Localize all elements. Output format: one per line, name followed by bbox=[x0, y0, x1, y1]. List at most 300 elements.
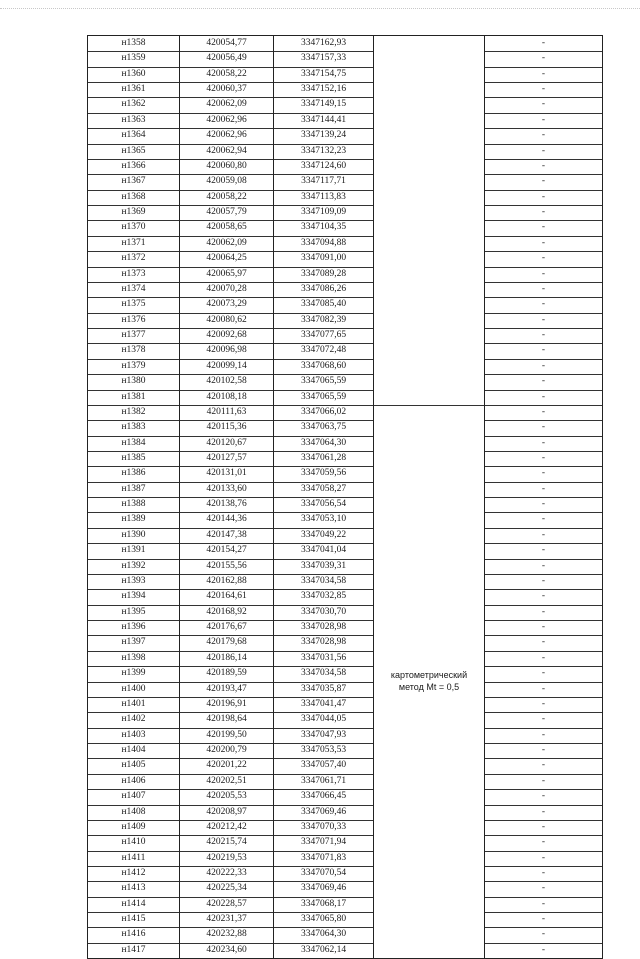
row-divider bbox=[88, 543, 374, 544]
table-row bbox=[88, 712, 602, 727]
row-divider bbox=[485, 758, 602, 759]
dash-cell: - bbox=[541, 653, 546, 663]
column-divider bbox=[484, 36, 485, 958]
point-number-cell: н1399 bbox=[121, 668, 146, 678]
row-divider bbox=[88, 343, 374, 344]
y-coordinate-cell: 3347071,83 bbox=[300, 853, 347, 863]
table-row bbox=[88, 635, 602, 650]
y-coordinate-cell: 3347124,60 bbox=[300, 161, 347, 171]
row-divider bbox=[88, 666, 374, 667]
x-coordinate-cell: 420062,96 bbox=[206, 130, 247, 140]
x-coordinate-cell: 420176,67 bbox=[206, 622, 247, 632]
row-divider bbox=[88, 190, 374, 191]
point-number-cell: н1406 bbox=[121, 776, 146, 786]
point-number-cell: н1408 bbox=[121, 807, 146, 817]
table-row bbox=[88, 82, 602, 97]
point-number-cell: н1361 bbox=[121, 84, 146, 94]
point-number-cell: н1396 bbox=[121, 622, 146, 632]
y-coordinate-cell: 3347077,65 bbox=[300, 330, 347, 340]
row-divider bbox=[88, 328, 374, 329]
dash-cell: - bbox=[541, 115, 546, 125]
y-coordinate-cell: 3347069,46 bbox=[300, 883, 347, 893]
row-divider bbox=[88, 943, 374, 944]
dash-cell: - bbox=[541, 545, 546, 555]
point-number-cell: н1388 bbox=[121, 499, 146, 509]
table-row bbox=[88, 67, 602, 82]
scan-edge-line bbox=[0, 8, 640, 9]
row-divider bbox=[88, 205, 374, 206]
x-coordinate-cell: 420058,22 bbox=[206, 69, 247, 79]
dash-cell: - bbox=[541, 176, 546, 186]
dash-cell: - bbox=[541, 837, 546, 847]
row-divider bbox=[88, 374, 374, 375]
row-divider bbox=[485, 82, 602, 83]
table-row bbox=[88, 374, 602, 389]
dash-cell: - bbox=[541, 453, 546, 463]
point-number-cell: н1402 bbox=[121, 714, 146, 724]
row-divider bbox=[485, 697, 602, 698]
x-coordinate-cell: 420179,68 bbox=[206, 637, 247, 647]
dash-cell: - bbox=[541, 791, 546, 801]
row-divider bbox=[485, 820, 602, 821]
row-divider bbox=[485, 390, 602, 391]
point-number-cell: н1411 bbox=[121, 853, 146, 863]
row-divider bbox=[88, 67, 374, 68]
point-number-cell: н1392 bbox=[121, 561, 146, 571]
row-divider bbox=[485, 635, 602, 636]
row-divider bbox=[88, 144, 374, 145]
table-row bbox=[88, 743, 602, 758]
dash-cell: - bbox=[541, 699, 546, 709]
y-coordinate-cell: 3347094,88 bbox=[300, 238, 347, 248]
y-coordinate-cell: 3347149,15 bbox=[300, 99, 347, 109]
y-coordinate-cell: 3347065,59 bbox=[300, 392, 347, 402]
table-row bbox=[88, 313, 602, 328]
table-row bbox=[88, 682, 602, 697]
y-coordinate-cell: 3347162,93 bbox=[300, 38, 347, 48]
row-divider bbox=[88, 574, 374, 575]
y-coordinate-cell: 3347031,56 bbox=[300, 653, 347, 663]
table-row bbox=[88, 436, 602, 451]
point-number-cell: н1404 bbox=[121, 745, 146, 755]
y-coordinate-cell: 3347085,40 bbox=[300, 299, 347, 309]
row-divider bbox=[485, 881, 602, 882]
point-number-cell: н1415 bbox=[121, 914, 146, 924]
point-number-cell: н1391 bbox=[121, 545, 146, 555]
y-coordinate-cell: 3347089,28 bbox=[300, 269, 347, 279]
x-coordinate-cell: 420062,94 bbox=[206, 146, 247, 156]
y-coordinate-cell: 3347068,17 bbox=[300, 899, 347, 909]
row-divider bbox=[88, 912, 374, 913]
y-coordinate-cell: 3347035,87 bbox=[300, 684, 347, 694]
row-divider bbox=[485, 605, 602, 606]
point-number-cell: н1375 bbox=[121, 299, 146, 309]
x-coordinate-cell: 420131,01 bbox=[206, 468, 247, 478]
point-number-cell: н1359 bbox=[121, 53, 146, 63]
x-coordinate-cell: 420062,96 bbox=[206, 115, 247, 125]
y-coordinate-cell: 3347061,71 bbox=[300, 776, 347, 786]
table-row bbox=[88, 297, 602, 312]
dash-cell: - bbox=[541, 622, 546, 632]
row-divider bbox=[88, 405, 602, 406]
dash-cell: - bbox=[541, 484, 546, 494]
point-number-cell: н1368 bbox=[121, 192, 146, 202]
y-coordinate-cell: 3347072,48 bbox=[300, 345, 347, 355]
x-coordinate-cell: 420205,53 bbox=[206, 791, 247, 801]
dash-cell: - bbox=[541, 53, 546, 63]
dash-cell: - bbox=[541, 253, 546, 263]
point-number-cell: н1382 bbox=[121, 407, 146, 417]
dash-cell: - bbox=[541, 530, 546, 540]
dash-cell: - bbox=[541, 422, 546, 432]
point-number-cell: н1416 bbox=[121, 929, 146, 939]
table-row bbox=[88, 174, 602, 189]
point-number-cell: н1380 bbox=[121, 376, 146, 386]
column-divider bbox=[373, 36, 374, 958]
point-number-cell: н1384 bbox=[121, 438, 146, 448]
dash-cell: - bbox=[541, 69, 546, 79]
dash-cell: - bbox=[541, 868, 546, 878]
x-coordinate-cell: 420080,62 bbox=[206, 315, 247, 325]
row-divider bbox=[88, 297, 374, 298]
point-number-cell: н1394 bbox=[121, 591, 146, 601]
row-divider bbox=[88, 282, 374, 283]
y-coordinate-cell: 3347044,05 bbox=[300, 714, 347, 724]
row-divider bbox=[485, 205, 602, 206]
point-number-cell: н1383 bbox=[121, 422, 146, 432]
table-row bbox=[88, 543, 602, 558]
y-coordinate-cell: 3347113,83 bbox=[301, 192, 346, 202]
row-divider bbox=[88, 866, 374, 867]
x-coordinate-cell: 420060,80 bbox=[206, 161, 247, 171]
row-divider bbox=[88, 774, 374, 775]
row-divider bbox=[88, 359, 374, 360]
row-divider bbox=[485, 282, 602, 283]
dash-cell: - bbox=[541, 499, 546, 509]
row-divider bbox=[88, 635, 374, 636]
table-row bbox=[88, 820, 602, 835]
x-coordinate-cell: 420219,53 bbox=[206, 853, 247, 863]
point-number-cell: н1400 bbox=[121, 684, 146, 694]
row-divider bbox=[88, 174, 374, 175]
point-number-cell: н1362 bbox=[121, 99, 146, 109]
dash-cell: - bbox=[541, 714, 546, 724]
y-coordinate-cell: 3347062,14 bbox=[300, 945, 347, 955]
point-number-cell: н1376 bbox=[121, 315, 146, 325]
dash-cell: - bbox=[541, 899, 546, 909]
x-coordinate-cell: 420062,09 bbox=[206, 238, 247, 248]
row-divider bbox=[485, 712, 602, 713]
row-divider bbox=[485, 420, 602, 421]
x-coordinate-cell: 420202,51 bbox=[206, 776, 247, 786]
dash-cell: - bbox=[541, 607, 546, 617]
x-coordinate-cell: 420064,25 bbox=[206, 253, 247, 263]
row-divider bbox=[485, 912, 602, 913]
x-coordinate-cell: 420073,29 bbox=[206, 299, 247, 309]
table-row bbox=[88, 328, 602, 343]
row-divider bbox=[88, 805, 374, 806]
table-row bbox=[88, 128, 602, 143]
point-number-cell: н1401 bbox=[121, 699, 146, 709]
y-coordinate-cell: 3347117,71 bbox=[301, 176, 346, 186]
row-divider bbox=[485, 682, 602, 683]
y-coordinate-cell: 3347066,45 bbox=[300, 791, 347, 801]
y-coordinate-cell: 3347086,26 bbox=[300, 284, 347, 294]
point-number-cell: н1387 bbox=[121, 484, 146, 494]
x-coordinate-cell: 420199,50 bbox=[206, 730, 247, 740]
x-coordinate-cell: 420234,60 bbox=[206, 945, 247, 955]
dash-cell: - bbox=[541, 192, 546, 202]
table-row bbox=[88, 420, 602, 435]
dash-cell: - bbox=[541, 468, 546, 478]
row-divider bbox=[88, 820, 374, 821]
table-row bbox=[88, 497, 602, 512]
point-number-cell: н1360 bbox=[121, 69, 146, 79]
x-coordinate-cell: 420127,57 bbox=[206, 453, 247, 463]
row-divider bbox=[88, 159, 374, 160]
y-coordinate-cell: 3347034,58 bbox=[300, 576, 347, 586]
row-divider bbox=[88, 97, 374, 98]
row-divider bbox=[485, 512, 602, 513]
table-row bbox=[88, 866, 602, 881]
row-divider bbox=[485, 359, 602, 360]
point-number-cell: н1369 bbox=[121, 207, 146, 217]
dash-cell: - bbox=[541, 361, 546, 371]
row-divider bbox=[485, 374, 602, 375]
point-number-cell: н1373 bbox=[121, 269, 146, 279]
row-divider bbox=[88, 420, 374, 421]
column-divider bbox=[179, 36, 180, 958]
row-divider bbox=[485, 620, 602, 621]
row-divider bbox=[88, 436, 374, 437]
row-divider bbox=[485, 651, 602, 652]
point-number-cell: н1379 bbox=[121, 361, 146, 371]
x-coordinate-cell: 420212,42 bbox=[206, 822, 247, 832]
x-coordinate-cell: 420193,47 bbox=[206, 684, 247, 694]
dash-cell: - bbox=[541, 929, 546, 939]
table-row bbox=[88, 620, 602, 635]
row-divider bbox=[88, 620, 374, 621]
y-coordinate-cell: 3347064,30 bbox=[300, 438, 347, 448]
row-divider bbox=[88, 743, 374, 744]
point-number-cell: н1378 bbox=[121, 345, 146, 355]
row-divider bbox=[485, 805, 602, 806]
x-coordinate-cell: 420200,79 bbox=[206, 745, 247, 755]
table-row bbox=[88, 605, 602, 620]
y-coordinate-cell: 3347144,41 bbox=[300, 115, 347, 125]
point-number-cell: н1410 bbox=[121, 837, 146, 847]
row-divider bbox=[485, 328, 602, 329]
y-coordinate-cell: 3347053,53 bbox=[300, 745, 347, 755]
row-divider bbox=[485, 866, 602, 867]
y-coordinate-cell: 3347041,04 bbox=[300, 545, 347, 555]
table-row bbox=[88, 805, 602, 820]
row-divider bbox=[88, 497, 374, 498]
row-divider bbox=[485, 835, 602, 836]
y-coordinate-cell: 3347061,28 bbox=[300, 453, 347, 463]
table-row bbox=[88, 144, 602, 159]
row-divider bbox=[485, 174, 602, 175]
x-coordinate-cell: 420228,57 bbox=[206, 899, 247, 909]
y-coordinate-cell: 3347109,09 bbox=[300, 207, 347, 217]
coordinates-table bbox=[87, 35, 603, 959]
dash-cell: - bbox=[541, 222, 546, 232]
x-coordinate-cell: 420115,36 bbox=[206, 422, 247, 432]
row-divider bbox=[485, 774, 602, 775]
row-divider bbox=[485, 128, 602, 129]
table-row bbox=[88, 528, 602, 543]
table-row bbox=[88, 343, 602, 358]
point-number-cell: н1371 bbox=[121, 238, 146, 248]
row-divider bbox=[485, 589, 602, 590]
point-number-cell: н1417 bbox=[121, 945, 146, 955]
row-divider bbox=[88, 682, 374, 683]
y-coordinate-cell: 3347091,00 bbox=[300, 253, 347, 263]
row-divider bbox=[88, 851, 374, 852]
y-coordinate-cell: 3347069,46 bbox=[300, 807, 347, 817]
dash-cell: - bbox=[541, 822, 546, 832]
dash-cell: - bbox=[541, 561, 546, 571]
row-divider bbox=[88, 267, 374, 268]
method-accuracy: метод Mt = 0,5 bbox=[398, 682, 460, 692]
row-divider bbox=[88, 758, 374, 759]
point-number-cell: н1403 bbox=[121, 730, 146, 740]
row-divider bbox=[88, 113, 374, 114]
dash-cell: - bbox=[541, 130, 546, 140]
row-divider bbox=[88, 881, 374, 882]
point-number-cell: н1374 bbox=[121, 284, 146, 294]
dash-cell: - bbox=[541, 514, 546, 524]
y-coordinate-cell: 3347058,27 bbox=[300, 484, 347, 494]
row-divider bbox=[485, 113, 602, 114]
dash-cell: - bbox=[541, 299, 546, 309]
point-number-cell: н1358 bbox=[121, 38, 146, 48]
row-divider bbox=[88, 897, 374, 898]
table-row bbox=[88, 927, 602, 942]
row-divider bbox=[88, 835, 374, 836]
x-coordinate-cell: 420147,38 bbox=[206, 530, 247, 540]
y-coordinate-cell: 3347070,33 bbox=[300, 822, 347, 832]
dash-cell: - bbox=[541, 668, 546, 678]
point-number-cell: н1367 bbox=[121, 176, 146, 186]
row-divider bbox=[485, 789, 602, 790]
point-number-cell: н1372 bbox=[121, 253, 146, 263]
x-coordinate-cell: 420208,97 bbox=[206, 807, 247, 817]
x-coordinate-cell: 420138,76 bbox=[206, 499, 247, 509]
row-divider bbox=[88, 728, 374, 729]
row-divider bbox=[485, 267, 602, 268]
table-row bbox=[88, 282, 602, 297]
row-divider bbox=[88, 390, 374, 391]
x-coordinate-cell: 420108,18 bbox=[206, 392, 247, 402]
dash-cell: - bbox=[541, 84, 546, 94]
y-coordinate-cell: 3347030,70 bbox=[300, 607, 347, 617]
row-divider bbox=[88, 313, 374, 314]
point-number-cell: н1365 bbox=[121, 146, 146, 156]
dash-cell: - bbox=[541, 760, 546, 770]
dash-cell: - bbox=[541, 945, 546, 955]
point-number-cell: н1381 bbox=[121, 392, 146, 402]
table-row bbox=[88, 466, 602, 481]
x-coordinate-cell: 420196,91 bbox=[206, 699, 247, 709]
dash-cell: - bbox=[541, 269, 546, 279]
y-coordinate-cell: 3347070,54 bbox=[300, 868, 347, 878]
x-coordinate-cell: 420096,98 bbox=[206, 345, 247, 355]
x-coordinate-cell: 420062,09 bbox=[206, 99, 247, 109]
table-row bbox=[88, 51, 602, 66]
row-divider bbox=[485, 251, 602, 252]
x-coordinate-cell: 420070,28 bbox=[206, 284, 247, 294]
x-coordinate-cell: 420155,56 bbox=[206, 561, 247, 571]
row-divider bbox=[88, 236, 374, 237]
dash-cell: - bbox=[541, 407, 546, 417]
dash-cell: - bbox=[541, 238, 546, 248]
y-coordinate-cell: 3347154,75 bbox=[300, 69, 347, 79]
point-number-cell: н1366 bbox=[121, 161, 146, 171]
table-row bbox=[88, 97, 602, 112]
dash-cell: - bbox=[541, 207, 546, 217]
y-coordinate-cell: 3347063,75 bbox=[300, 422, 347, 432]
x-coordinate-cell: 420058,22 bbox=[206, 192, 247, 202]
dash-cell: - bbox=[541, 99, 546, 109]
y-coordinate-cell: 3347041,47 bbox=[300, 699, 347, 709]
point-number-cell: н1397 bbox=[121, 637, 146, 647]
table-row bbox=[88, 851, 602, 866]
row-divider bbox=[88, 220, 374, 221]
point-number-cell: н1386 bbox=[121, 468, 146, 478]
y-coordinate-cell: 3347066,02 bbox=[300, 407, 347, 417]
table-row bbox=[88, 220, 602, 235]
y-coordinate-cell: 3347049,22 bbox=[300, 530, 347, 540]
row-divider bbox=[88, 82, 374, 83]
table-row bbox=[88, 574, 602, 589]
method-name: картометрический bbox=[390, 670, 468, 680]
dash-cell: - bbox=[541, 315, 546, 325]
row-divider bbox=[88, 559, 374, 560]
table-row bbox=[88, 835, 602, 850]
row-divider bbox=[485, 343, 602, 344]
dash-cell: - bbox=[541, 591, 546, 601]
x-coordinate-cell: 420058,65 bbox=[206, 222, 247, 232]
row-divider bbox=[485, 313, 602, 314]
row-divider bbox=[485, 851, 602, 852]
row-divider bbox=[88, 512, 374, 513]
x-coordinate-cell: 420162,88 bbox=[206, 576, 247, 586]
row-divider bbox=[485, 528, 602, 529]
x-coordinate-cell: 420099,14 bbox=[206, 361, 247, 371]
table-row bbox=[88, 512, 602, 527]
dash-cell: - bbox=[541, 438, 546, 448]
x-coordinate-cell: 420102,58 bbox=[206, 376, 247, 386]
dash-cell: - bbox=[541, 345, 546, 355]
row-divider bbox=[88, 605, 374, 606]
table-row bbox=[88, 728, 602, 743]
row-divider bbox=[88, 251, 374, 252]
x-coordinate-cell: 420154,27 bbox=[206, 545, 247, 555]
point-number-cell: н1407 bbox=[121, 791, 146, 801]
table-row bbox=[88, 36, 602, 51]
y-coordinate-cell: 3347028,98 bbox=[300, 637, 347, 647]
dash-cell: - bbox=[541, 38, 546, 48]
table-row bbox=[88, 451, 602, 466]
x-coordinate-cell: 420168,92 bbox=[206, 607, 247, 617]
row-divider bbox=[485, 943, 602, 944]
x-coordinate-cell: 420056,49 bbox=[206, 53, 247, 63]
point-number-cell: н1413 bbox=[121, 883, 146, 893]
row-divider bbox=[485, 220, 602, 221]
row-divider bbox=[88, 466, 374, 467]
x-coordinate-cell: 420231,37 bbox=[206, 914, 247, 924]
